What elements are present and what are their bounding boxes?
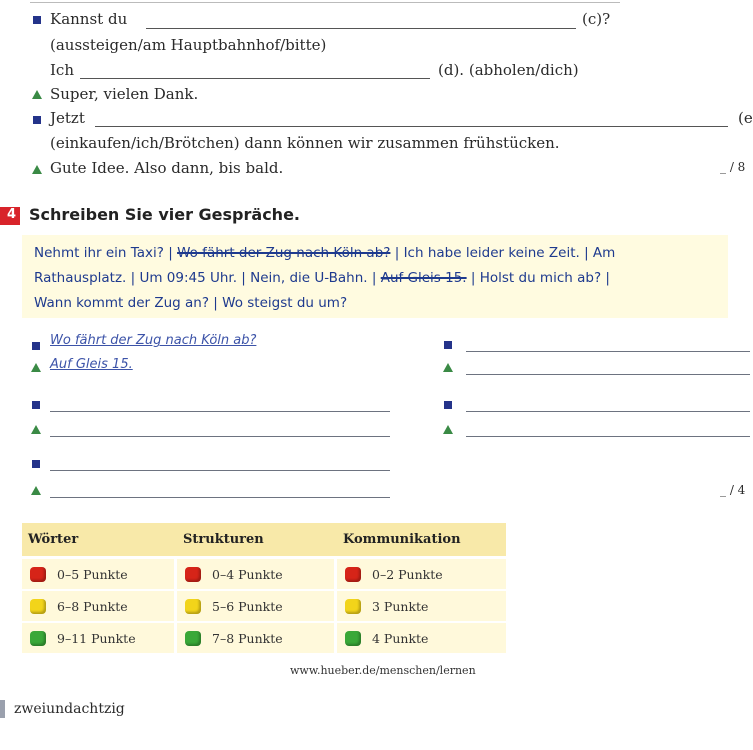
- speaker-b-icon: [443, 425, 453, 434]
- exercise-number-badge: [0, 207, 20, 225]
- header-woerter: Wörter: [22, 523, 177, 556]
- speaker-b-icon: [32, 165, 42, 174]
- struck-phrase: Wo fährt der Zug nach Köln ab?: [177, 245, 391, 261]
- hint-e: (einkaufen/ich/Brötchen) dann können wir zusammen frühstücken.: [50, 134, 560, 152]
- reply-2: Gute Idee. Also dann, bis bald.: [50, 159, 284, 177]
- footer-url[interactable]: www.hueber.de/menschen/lernen: [290, 664, 476, 677]
- score-cell: 6–8 Punkte: [22, 591, 174, 622]
- speaker-a-icon: [33, 116, 41, 124]
- blank-c-tag: (c)?: [582, 10, 611, 28]
- yellow-light-icon: [185, 599, 201, 614]
- header-strukturen: Strukturen: [177, 523, 337, 556]
- score-cell: 0–4 Punkte: [177, 559, 334, 590]
- speaker-b-icon: [32, 90, 42, 99]
- struck-phrase: Auf Gleis 15.: [380, 270, 467, 286]
- dialogue-line-c: Kannst du: [50, 10, 128, 28]
- speaker-a-icon: [33, 16, 41, 24]
- score-exercise-4: _ / 4: [720, 483, 746, 497]
- answer-line[interactable]: [50, 470, 390, 471]
- word-box-line-2: Rathausplatz. | Um 09:45 Uhr. | Nein, die U-Bahn. | Auf Gleis 15. | Holst du mich ab? |: [34, 270, 610, 286]
- word-box-line-3: Wann kommt der Zug an? | Wo steigst du um?: [34, 295, 348, 311]
- blank-c[interactable]: [146, 28, 576, 29]
- score-cell: 3 Punkte: [337, 591, 506, 622]
- answer-a1[interactable]: Auf Gleis 15.: [50, 357, 133, 372]
- speaker-a-icon: [444, 401, 452, 409]
- word-box-line-1: Nehmt ihr ein Taxi? | Wo fährt der Zug nach Köln ab? | Ich habe leider keine Zeit. | Am: [34, 245, 616, 261]
- word-box: [22, 235, 728, 318]
- blank-e-tag: (e: [738, 109, 753, 127]
- speaker-b-icon: [31, 363, 41, 372]
- answer-line[interactable]: [466, 411, 750, 412]
- speaker-a-icon: [444, 341, 452, 349]
- yellow-light-icon: [345, 599, 361, 614]
- speaker-a-icon: [32, 460, 40, 468]
- speaker-b-icon: [443, 363, 453, 372]
- score-cell: 5–6 Punkte: [177, 591, 334, 622]
- dialogue-line-d: Ich: [50, 61, 74, 79]
- reply-1: Super, vielen Dank.: [50, 85, 199, 103]
- header-kommunikation: Kommunikation: [337, 523, 506, 556]
- score-cell: 7–8 Punkte: [177, 623, 334, 654]
- exercise-title: Schreiben Sie vier Gespräche.: [29, 205, 300, 224]
- score-dialogue: _ / 8: [720, 160, 746, 174]
- score-cell: 0–2 Punkte: [337, 559, 506, 590]
- blank-d-tag: (d). (abholen/dich): [438, 61, 579, 79]
- dialogue-line-e: Jetzt: [50, 109, 85, 127]
- answer-line[interactable]: [50, 497, 390, 498]
- answer-line[interactable]: [50, 436, 390, 437]
- score-cell: 9–11 Punkte: [22, 623, 174, 654]
- blank-d[interactable]: [80, 78, 430, 79]
- speaker-b-icon: [31, 425, 41, 434]
- score-cell: 4 Punkte: [337, 623, 506, 654]
- self-check-table: [22, 523, 506, 659]
- answer-line[interactable]: [466, 436, 750, 437]
- answer-line[interactable]: [466, 374, 750, 375]
- speaker-b-icon: [31, 486, 41, 495]
- green-light-icon: [185, 631, 201, 646]
- speaker-a-icon: [32, 401, 40, 409]
- blank-e[interactable]: [95, 126, 728, 127]
- answer-line[interactable]: [466, 351, 750, 352]
- green-light-icon: [345, 631, 361, 646]
- cut-off-line: [30, 0, 620, 3]
- exercise-number: 4: [6, 207, 16, 222]
- green-light-icon: [30, 631, 46, 646]
- red-light-icon: [30, 567, 46, 582]
- hint-c: (aussteigen/am Hauptbahnhof/bitte): [50, 36, 327, 54]
- page-marker: [0, 700, 5, 718]
- answer-q1[interactable]: Wo fährt der Zug nach Köln ab?: [50, 333, 257, 348]
- score-cell: 0–5 Punkte: [22, 559, 174, 590]
- answer-line[interactable]: [50, 411, 390, 412]
- red-light-icon: [185, 567, 201, 582]
- red-light-icon: [345, 567, 361, 582]
- speaker-a-icon: [32, 342, 40, 350]
- yellow-light-icon: [30, 599, 46, 614]
- page-number-word: zweiundachtzig: [14, 701, 125, 717]
